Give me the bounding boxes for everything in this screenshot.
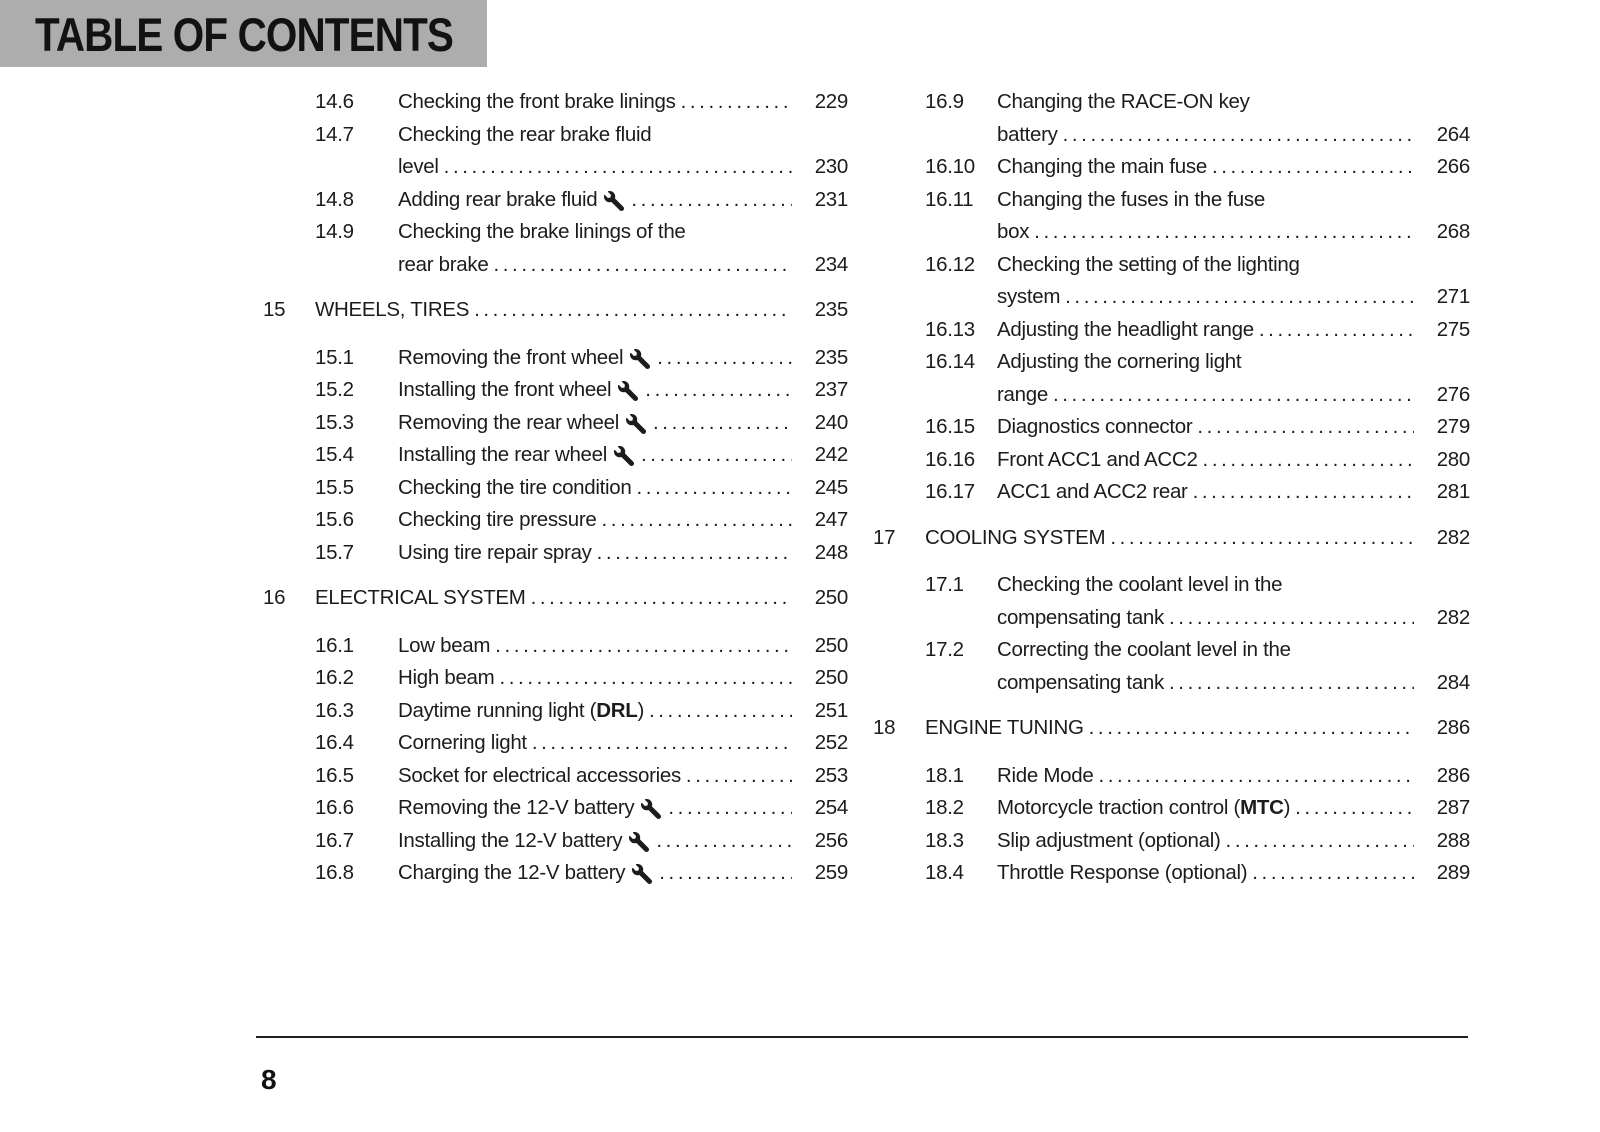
entry-title: High beam xyxy=(398,666,495,689)
entry-number: 16.11 xyxy=(925,187,974,211)
toc-entry-row[interactable] xyxy=(263,825,848,858)
chapter-number: 18 xyxy=(873,716,896,739)
dot-leader xyxy=(663,792,792,825)
toc-entry-row[interactable] xyxy=(873,281,1470,314)
page-title: TABLE OF CONTENTS xyxy=(35,8,454,61)
chapter-title: ENGINE TUNING xyxy=(925,716,1084,739)
entry-title: Charging the 12-V battery xyxy=(398,861,626,884)
entry-number: 15.5 xyxy=(315,475,354,499)
toc-entry-row[interactable] xyxy=(873,825,1470,858)
entry-title: Low beam xyxy=(398,633,491,657)
dot-leader xyxy=(490,630,792,663)
toc-entry-row[interactable] xyxy=(873,444,1470,477)
entry-number: 14.9 xyxy=(315,220,354,243)
entry-page-number: 281 xyxy=(1436,480,1470,503)
entry-title: Installing the 12-V battery xyxy=(398,828,623,852)
entry-title: Removing the rear wheel xyxy=(398,410,619,434)
dot-leader xyxy=(526,582,792,615)
wrench-icon xyxy=(629,832,649,852)
entry-title: Checking the tire condition xyxy=(398,475,632,499)
dot-leader xyxy=(654,857,792,890)
entry-number: 15.4 xyxy=(315,443,354,466)
entry-page-number: 289 xyxy=(1436,861,1470,884)
toc-entry-row[interactable] xyxy=(263,374,848,407)
entry-title: ACC1 and ACC2 rear xyxy=(997,480,1188,503)
dot-leader xyxy=(636,439,792,472)
dot-leader xyxy=(592,537,792,570)
entry-title: Adjusting the headlight range xyxy=(997,317,1254,341)
toc-chapter-row[interactable] xyxy=(263,294,848,327)
entry-number: 14.8 xyxy=(315,187,354,211)
entry-number: 15.2 xyxy=(315,378,354,401)
entry-page-number: 253 xyxy=(814,763,848,787)
entry-title: Front ACC1 and ACC2 xyxy=(997,447,1198,471)
entry-number: 16.2 xyxy=(315,666,354,689)
dot-leader xyxy=(681,760,792,793)
entry-number: 14.6 xyxy=(315,90,354,113)
entry-number: 17.2 xyxy=(925,638,964,661)
entry-number: 18.1 xyxy=(925,763,964,787)
dot-leader xyxy=(469,294,792,327)
entry-page-number: 286 xyxy=(1436,716,1470,739)
toc-entry-row[interactable] xyxy=(263,857,848,890)
dot-leader xyxy=(1192,411,1414,444)
toc-entry-row[interactable] xyxy=(263,86,848,119)
wrench-icon xyxy=(626,414,646,434)
chapter-title: WHEELS, TIRES xyxy=(315,298,470,321)
entry-title: compensating tank xyxy=(997,605,1164,629)
dot-leader xyxy=(1048,379,1414,412)
footer-divider xyxy=(256,1036,1468,1038)
toc-entry-row[interactable] xyxy=(873,634,1470,667)
entry-title: battery xyxy=(997,122,1058,146)
entry-title: Motorcycle traction control (MTC) xyxy=(997,796,1291,819)
entry-page-number: 248 xyxy=(814,540,848,564)
entry-page-number: 256 xyxy=(814,828,848,852)
entry-title: Checking the front brake linings xyxy=(398,90,676,113)
chapter-number: 17 xyxy=(873,525,896,549)
toc-entry-row[interactable] xyxy=(263,249,848,282)
entry-number: 16.10 xyxy=(925,155,975,178)
entry-number: 16.7 xyxy=(315,828,354,852)
dot-leader xyxy=(1084,712,1414,745)
entry-page-number: 234 xyxy=(814,252,848,276)
toc-entry-row[interactable] xyxy=(873,314,1470,347)
dot-leader xyxy=(651,825,792,858)
toc-chapter-row[interactable] xyxy=(873,712,1470,745)
toc-entry-row[interactable] xyxy=(873,792,1470,825)
toc-column-left xyxy=(263,86,848,890)
entry-number: 16.17 xyxy=(925,480,975,503)
entry-title: Using tire repair spray xyxy=(398,540,592,564)
footer-page-number: 8 xyxy=(261,1064,277,1095)
toc-entry-row[interactable] xyxy=(263,439,848,472)
toc-entry-row[interactable] xyxy=(263,472,848,505)
dot-leader xyxy=(488,249,792,282)
dot-leader xyxy=(1029,216,1414,249)
toc-chapter-row[interactable] xyxy=(263,582,848,615)
entry-number: 16.13 xyxy=(925,317,975,341)
dot-leader xyxy=(652,342,792,375)
entry-title: Adding rear brake fluid xyxy=(398,187,598,211)
dot-leader xyxy=(1254,314,1414,347)
wrench-icon xyxy=(604,191,624,211)
entry-page-number: 254 xyxy=(814,796,848,819)
entry-title: Installing the front wheel xyxy=(398,378,612,401)
entry-number: 16.3 xyxy=(315,698,354,722)
entry-title: box xyxy=(997,220,1030,243)
toc-entry-row[interactable] xyxy=(263,695,848,728)
entry-number: 16.9 xyxy=(925,90,964,113)
toc-entry-row[interactable] xyxy=(873,857,1470,890)
dot-leader xyxy=(439,151,792,184)
entry-page-number: 266 xyxy=(1436,155,1470,178)
entry-page-number: 247 xyxy=(814,508,848,531)
entry-page-number: 229 xyxy=(814,90,848,113)
entry-page-number: 231 xyxy=(814,187,848,211)
entry-page-number: 271 xyxy=(1436,285,1470,308)
dot-leader xyxy=(1058,119,1414,152)
entry-page-number: 252 xyxy=(814,731,848,754)
dot-leader xyxy=(1060,281,1414,314)
chapter-title: ELECTRICAL SYSTEM xyxy=(315,586,526,609)
entry-title: compensating tank xyxy=(997,670,1164,694)
entry-page-number: 282 xyxy=(1436,605,1470,629)
entry-number: 16.16 xyxy=(925,447,975,471)
wrench-icon xyxy=(614,446,634,466)
entry-number: 16.5 xyxy=(315,763,354,787)
toc-entry-row[interactable] xyxy=(873,667,1470,700)
dot-leader xyxy=(1207,151,1414,184)
entry-page-number: 284 xyxy=(1436,670,1470,694)
entry-title: rear brake xyxy=(398,252,489,276)
entry-page-number: 235 xyxy=(814,345,848,369)
entry-page-number: 235 xyxy=(814,298,848,321)
toc-entry-row[interactable] xyxy=(873,602,1470,635)
toc-entry-row[interactable] xyxy=(263,662,848,695)
entry-title: Removing the 12-V battery xyxy=(398,796,635,819)
entry-title: Adjusting the cornering light xyxy=(997,350,1242,373)
entry-page-number: 250 xyxy=(814,633,848,657)
toc-entry-row[interactable] xyxy=(263,407,848,440)
dot-leader xyxy=(676,86,792,119)
toc-entry-row[interactable] xyxy=(873,346,1470,379)
toc-entry-row[interactable] xyxy=(263,630,848,663)
toc-entry-row[interactable] xyxy=(873,184,1470,217)
entry-number: 16.12 xyxy=(925,252,975,276)
entry-page-number: 287 xyxy=(1436,796,1470,819)
dot-leader xyxy=(1093,760,1414,793)
dot-leader xyxy=(1221,825,1414,858)
toc-entry-row[interactable] xyxy=(263,151,848,184)
entry-number: 15.7 xyxy=(315,540,354,564)
wrench-icon xyxy=(618,381,638,401)
toc-entry-row[interactable] xyxy=(873,569,1470,602)
dot-leader xyxy=(632,472,793,505)
entry-page-number: 264 xyxy=(1436,122,1470,146)
dot-leader xyxy=(1105,522,1414,555)
entry-page-number: 275 xyxy=(1436,317,1470,341)
entry-number: 15.1 xyxy=(315,345,354,369)
entry-title: Installing the rear wheel xyxy=(398,443,608,466)
entry-title: Changing the RACE-ON key xyxy=(997,90,1250,113)
entry-title: system xyxy=(997,285,1061,308)
dot-leader xyxy=(597,504,793,537)
entry-number: 16.14 xyxy=(925,350,975,373)
entry-page-number: 286 xyxy=(1436,763,1470,787)
entry-title: Checking tire pressure xyxy=(398,508,597,531)
toc-entry-row[interactable] xyxy=(263,504,848,537)
entry-title: Daytime running light (DRL) xyxy=(398,698,644,722)
entry-number: 16.1 xyxy=(315,633,354,657)
entry-number: 14.7 xyxy=(315,122,354,146)
wrench-icon xyxy=(632,864,652,884)
entry-number: 18.2 xyxy=(925,796,964,819)
dot-leader xyxy=(1198,444,1414,477)
entry-title: Slip adjustment (optional) xyxy=(997,828,1221,852)
entry-page-number: 282 xyxy=(1436,525,1470,549)
wrench-icon xyxy=(641,799,661,819)
entry-title: level xyxy=(398,155,439,178)
entry-number: 18.4 xyxy=(925,861,964,884)
dot-leader xyxy=(644,695,792,728)
toc-entry-row[interactable] xyxy=(873,760,1470,793)
dot-leader xyxy=(494,662,792,695)
toc-entry-row[interactable] xyxy=(263,184,848,217)
entry-title: Checking the setting of the lighting xyxy=(997,252,1300,276)
entry-number: 16.15 xyxy=(925,415,975,438)
entry-page-number: 276 xyxy=(1436,382,1470,406)
entry-title: Cornering light xyxy=(398,731,527,754)
dot-leader xyxy=(527,727,792,760)
entry-page-number: 280 xyxy=(1436,447,1470,471)
entry-number: 16.4 xyxy=(315,731,354,754)
entry-page-number: 237 xyxy=(814,378,848,401)
entry-page-number: 251 xyxy=(814,698,848,722)
entry-number: 16.8 xyxy=(315,861,354,884)
dot-leader xyxy=(626,184,792,217)
wrench-icon xyxy=(630,349,650,369)
chapter-number: 16 xyxy=(263,586,286,609)
entry-title: Diagnostics connector xyxy=(997,415,1193,438)
toc-column-right xyxy=(873,86,1470,890)
entry-page-number: 250 xyxy=(814,666,848,689)
dot-leader xyxy=(1164,602,1414,635)
toc-entry-row[interactable] xyxy=(263,216,848,249)
entry-page-number: 240 xyxy=(814,410,848,434)
entry-number: 18.3 xyxy=(925,828,964,852)
entry-title: Throttle Response (optional) xyxy=(997,861,1248,884)
entry-title: Checking the coolant level in the xyxy=(997,573,1283,596)
entry-page-number: 259 xyxy=(814,861,848,884)
entry-number: 15.6 xyxy=(315,508,354,531)
entry-page-number: 279 xyxy=(1436,415,1470,438)
entry-title: Correcting the coolant level in the xyxy=(997,638,1291,661)
entry-page-number: 268 xyxy=(1436,220,1470,243)
toc-entry-row[interactable] xyxy=(873,216,1470,249)
entry-title: Changing the fuses in the fuse xyxy=(997,187,1265,211)
entry-page-number: 245 xyxy=(814,475,848,499)
dot-leader xyxy=(1188,476,1414,509)
dot-leader xyxy=(1164,667,1414,700)
toc-entry-row[interactable] xyxy=(873,86,1470,119)
dot-leader xyxy=(1290,792,1414,825)
dot-leader xyxy=(648,407,792,440)
entry-title: Changing the main fuse xyxy=(997,155,1207,178)
chapter-title: COOLING SYSTEM xyxy=(925,525,1106,549)
toc-entry-row[interactable] xyxy=(263,760,848,793)
toc-entry-row[interactable] xyxy=(263,727,848,760)
toc-entry-row[interactable] xyxy=(873,119,1470,152)
toc-entry-row[interactable] xyxy=(873,379,1470,412)
entry-title: Checking the brake linings of the xyxy=(398,220,686,243)
entry-page-number: 250 xyxy=(814,586,848,609)
entry-number: 17.1 xyxy=(925,573,964,596)
entry-number: 15.3 xyxy=(315,410,354,434)
entry-page-number: 242 xyxy=(814,443,848,466)
toc-entry-row[interactable] xyxy=(263,342,848,375)
entry-title: Checking the rear brake fluid xyxy=(398,122,652,146)
entry-page-number: 288 xyxy=(1436,828,1470,852)
entry-number: 16.6 xyxy=(315,796,354,819)
toc-entry-row[interactable] xyxy=(263,119,848,152)
chapter-number: 15 xyxy=(263,298,286,321)
toc-entry-row[interactable] xyxy=(873,249,1470,282)
entry-page-number: 230 xyxy=(814,155,848,178)
entry-title: range xyxy=(997,382,1048,406)
toc-entry-row[interactable] xyxy=(873,476,1470,509)
toc-entry-row[interactable] xyxy=(873,151,1470,184)
toc-entry-row[interactable] xyxy=(263,792,848,825)
entry-title: Removing the front wheel xyxy=(398,345,624,369)
entry-title: Ride Mode xyxy=(997,763,1094,787)
dot-leader xyxy=(640,374,792,407)
toc-chapter-row[interactable] xyxy=(873,522,1470,555)
dot-leader xyxy=(1247,857,1414,890)
toc-entry-row[interactable] xyxy=(873,411,1470,444)
entry-title: Socket for electrical accessories xyxy=(398,763,681,787)
toc-entry-row[interactable] xyxy=(263,537,848,570)
